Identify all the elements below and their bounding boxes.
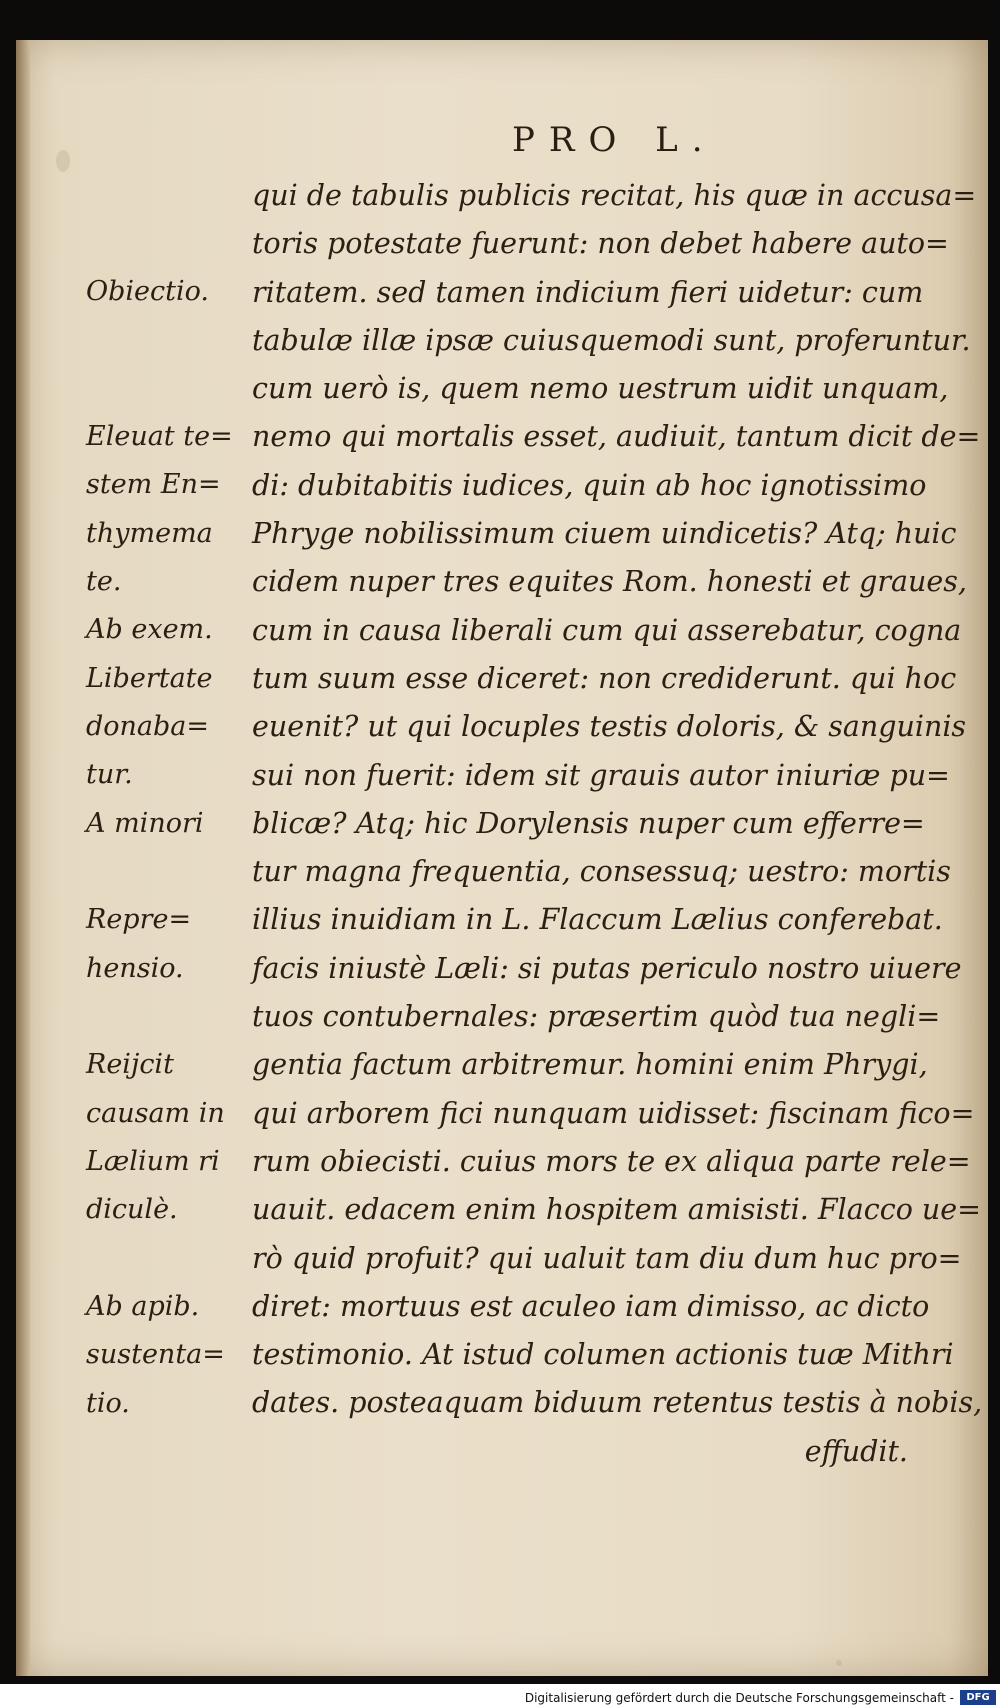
catchword-line: effudit. <box>804 1434 908 1468</box>
text-line: rò quid profuit? qui ualuit tam diu dum huc pro= <box>252 1241 962 1275</box>
text-line: qui de tabulis publicis recitat, his quæ in accusa= <box>252 179 977 212</box>
text-line: Phryge nobilissimum ciuem uindicetis? Atq; huic <box>252 517 957 551</box>
margin-note: Libertate <box>86 663 213 694</box>
text-line: toris potestate fuerunt: non debet habere auto= <box>252 227 949 261</box>
margin-note: Obiectio. <box>86 276 210 307</box>
text-line: blicæ? Atq; hic Dorylensis nuper cum efferre= <box>252 806 925 840</box>
margin-note: stem En= <box>86 469 221 500</box>
text-line: dates. posteaquam biduum retentus testis à nobis, <box>252 1386 983 1420</box>
text-line: facis iniustè Læli: si putas periculo nostro uiuere <box>252 951 962 985</box>
margin-note: tio. <box>86 1388 130 1419</box>
text-line: cum uerò is, quem nemo uestrum uidit unquam, <box>252 372 949 406</box>
margin-note: Lælium ri <box>86 1146 220 1177</box>
margin-note: hensio. <box>86 953 184 984</box>
text-line: di: dubitabitis iudices, quin ab hoc ignotissimo <box>252 468 927 502</box>
dfg-logo: DFG <box>960 1690 996 1705</box>
text-line: testimonio. At istud columen actionis tuæ Mithri <box>252 1338 954 1372</box>
text-line: tur magna frequentia, consessuq; uestro: mortis <box>252 855 951 889</box>
text-line: sui non fuerit: idem sit grauis autor iniuriæ pu= <box>252 758 950 792</box>
body-text <box>252 172 983 1476</box>
margin-note: diculè. <box>86 1194 178 1225</box>
text-line: uauit. edacem enim hospitem amisisti. Flacco ue= <box>252 1193 982 1227</box>
text-line: qui arborem fici nunquam uidisset: fiscinam fico= <box>252 1096 975 1130</box>
margin-note: Ab apib. <box>86 1291 200 1322</box>
text-line: tabulæ illæ ipsæ cuiusquemodi sunt, proferuntur. <box>252 323 971 357</box>
text-line: cidem nuper tres equites Rom. honesti et graues, <box>252 565 967 599</box>
text-line: ritatem. sed tamen indicium fieri uidetur: cum <box>252 275 924 309</box>
margin-note: Reijcit <box>86 1049 174 1080</box>
text-line: euenit? ut qui locuples testis doloris, & sanguinis <box>252 710 967 744</box>
text-line: diret: mortuus est aculeo iam dimisso, ac dicto <box>252 1289 930 1323</box>
page-binding-edge <box>16 40 30 1676</box>
footer-bar <box>0 1684 1000 1708</box>
running-title: PRO L. <box>512 120 717 160</box>
margin-note: A minori <box>86 808 204 839</box>
margin-note: sustenta= <box>86 1339 225 1370</box>
text-line: tum suum esse diceret: non crediderunt. qui hoc <box>252 661 957 695</box>
paper-stain <box>836 1660 842 1666</box>
margin-note: causam in <box>86 1098 225 1129</box>
text-line: nemo qui mortalis esset, audiuit, tantum dicit de= <box>252 420 981 454</box>
margin-note: thymema <box>86 518 213 549</box>
text-line: gentia factum arbitremur. homini enim Phrygi, <box>252 1048 928 1082</box>
paper-stain <box>56 150 70 172</box>
text-line: cum in causa liberali cum qui asserebatur, cogna <box>252 613 962 647</box>
margin-note: te. <box>86 566 122 597</box>
text-line: illius inuidiam in L. Flaccum Lælius conferebat. <box>252 903 943 937</box>
margin-note: Eleuat te= <box>86 421 233 452</box>
funding-credit: Digitalisierung gefördert durch die Deutsche Forschungsgemeinschaft - <box>524 1691 954 1705</box>
margin-note: donaba= <box>86 711 210 742</box>
margin-note: Ab exem. <box>86 614 213 645</box>
text-line: tuos contubernales: præsertim quòd tua negli= <box>252 1000 941 1034</box>
text-line: rum obiecisti. cuius mors te ex aliqua parte rele= <box>252 1144 971 1178</box>
margin-note: Repre= <box>86 904 192 935</box>
margin-note: tur. <box>86 759 133 790</box>
